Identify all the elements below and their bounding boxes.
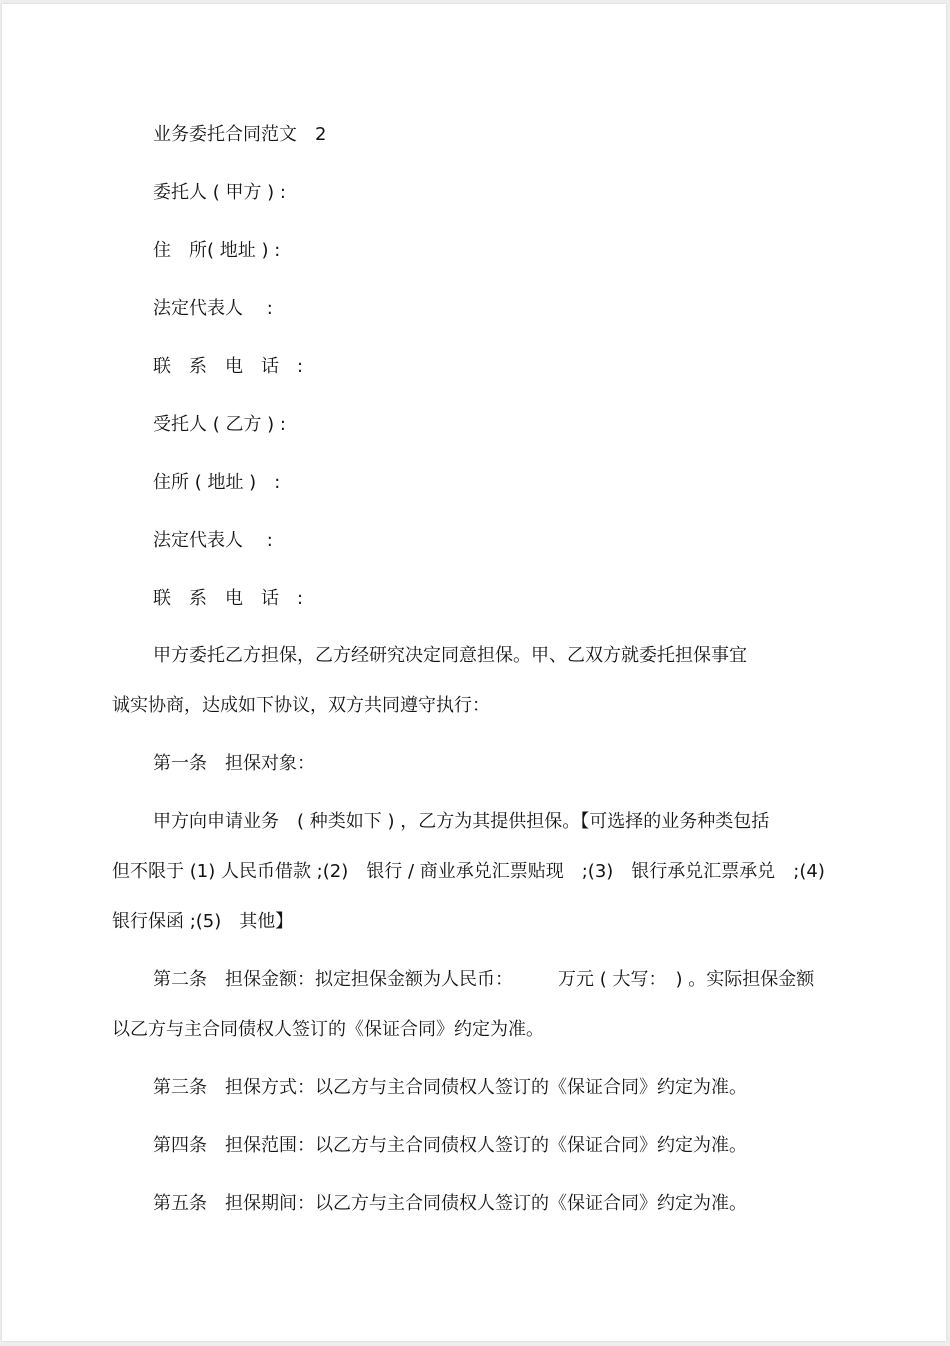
party-b-address: 住所 ( 地址 ) : (153, 472, 281, 493)
article-1-line: 但不限于 (1) 人民币借款 ;(2) 银行 / 商业承兑汇票贴现 ;(3) 银行承兑汇票承兑 ;(4) (112, 861, 825, 882)
article-5: 第五条 担保期间：以乙方与主合同债权人签订的《保证合同》约定为准。 (153, 1193, 747, 1214)
party-b-phone: 联 系 电 话 : (153, 588, 304, 609)
document-page (2, 4, 946, 1341)
party-b-representative: 法定代表人 : (153, 530, 273, 551)
party-a-address: 住 所( 地址 ) : (153, 240, 281, 261)
article-2-line: 以乙方与主合同债权人签订的《保证合同》约定为准。 (112, 1019, 544, 1040)
party-a-representative: 法定代表人 : (153, 298, 273, 319)
article-4: 第四条 担保范围：以乙方与主合同债权人签订的《保证合同》约定为准。 (153, 1135, 747, 1156)
preamble-line: 诚实协商，达成如下协议，双方共同遵守执行： (112, 695, 490, 716)
article-1-heading: 第一条 担保对象： (153, 753, 315, 774)
party-b-label: 受托人 ( 乙方 ) : (153, 414, 286, 435)
article-3: 第三条 担保方式：以乙方与主合同债权人签订的《保证合同》约定为准。 (153, 1077, 747, 1098)
article-1-line: 甲方向申请业务 ( 种类如下 ) ，乙方为其提供担保。【可选择的业务种类包括 (153, 811, 770, 832)
party-a-phone: 联 系 电 话 : (153, 356, 304, 377)
document-title: 业务委托合同范文 2 (153, 124, 327, 145)
party-a-label: 委托人 ( 甲方 ) : (153, 182, 286, 203)
article-2-line: 第二条 担保金额：拟定担保金额为人民币： 万元 ( 大写： ) 。实际担保金额 (153, 969, 815, 990)
article-1-line: 银行保函 ;(5) 其他】 (112, 911, 294, 932)
preamble-line: 甲方委托乙方担保，乙方经研究决定同意担保。甲、乙双方就委托担保事宜 (153, 645, 747, 666)
